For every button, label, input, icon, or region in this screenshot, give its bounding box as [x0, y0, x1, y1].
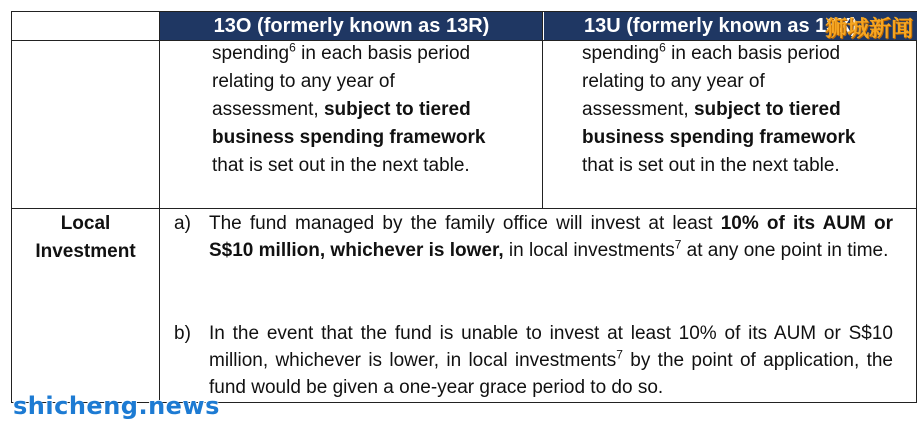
col-divider-1 — [159, 12, 160, 402]
row1-col2-line1: spending$^6$ in each basis period — [582, 40, 841, 64]
item-a-marker: a) — [174, 213, 191, 234]
header-col1 — [160, 12, 543, 40]
item-b-text: In the event that the fund is unable to invest at least 10% of its AUM or S$10 million, whichever is lower, in local investments$^7$ by the point of application, the fund would be given a one-year grace period to do so. — [209, 323, 893, 398]
row1-col2-line2: relating to any year of — [582, 71, 765, 92]
watermark-top: 狮城新闻 — [824, 17, 913, 42]
header-col2-label: 13U (formerly known as 13X) — [584, 15, 858, 37]
row1-col1-line2: relating to any year of — [212, 71, 395, 92]
local-investment-label — [12, 210, 159, 266]
row1-col2-line5: that is set out in the next table. — [582, 155, 840, 176]
row1-col2-text — [582, 40, 912, 180]
item-a-text: The fund managed by the family office will invest at least 10% of its AUM or S$10 million, whichever is lower, in local investments$^7$ at any one point in time. — [209, 213, 893, 261]
label-line2: Investment — [35, 241, 136, 262]
col-divider-2 — [542, 12, 543, 208]
label-line1: Local — [60, 213, 111, 234]
watermark-bottom: shicheng.news — [13, 392, 220, 420]
item-b-marker: b) — [174, 323, 191, 344]
row1-col1-text — [212, 40, 532, 180]
row1-col2-line3: assessment, subject to tiered — [582, 99, 841, 120]
row1-col2-line4: business spending framework — [582, 127, 856, 148]
header-col1-label: 13O (formerly known as 13R) — [213, 15, 490, 37]
row1-col1-line1: spending$^6$ in each basis period — [212, 40, 471, 64]
row1-col1-line4: business spending framework — [212, 127, 486, 148]
row1-col1-line5: that is set out in the next table. — [212, 155, 470, 176]
fund-scheme-table — [11, 11, 917, 403]
row-divider — [12, 208, 916, 209]
row1-col1-line3: assessment, subject to tiered — [212, 99, 471, 120]
